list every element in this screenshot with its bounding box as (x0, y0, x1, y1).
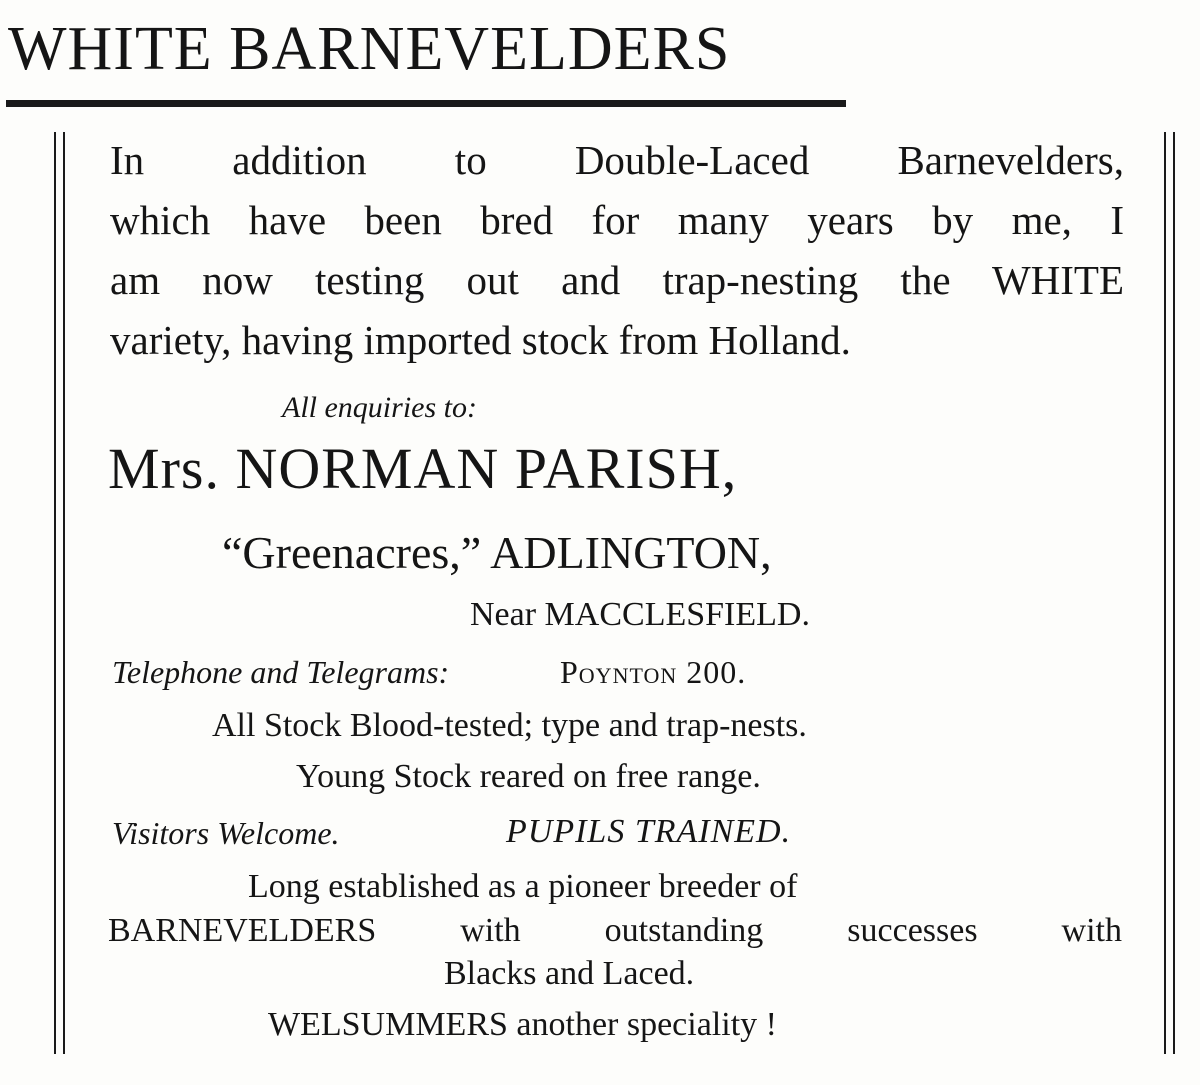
page-title: WHITE BARNEVELDERS (8, 15, 731, 83)
left-border-rule (54, 132, 56, 1054)
contact-name: Mrs. NORMAN PARISH, (108, 436, 738, 501)
address-line: “Greenacres,” ADLINGTON, (222, 527, 772, 578)
near-line: Near MACCLESFIELD. (470, 596, 810, 633)
pupils-trained: PUPILS TRAINED. (506, 813, 792, 850)
telephone-label: Telephone and Telegrams: (112, 654, 450, 690)
closing-line-4: WELSUMMERS another speciality ! (268, 1006, 777, 1043)
intro-line-4: variety, having imported stock from Holland. (110, 317, 851, 363)
intro-line-2: which have been bred for many years by me, I (110, 197, 1124, 243)
intro-line-1: In addition to Double-Laced Barnevelders, (110, 137, 1124, 183)
intro-line-3: am now testing out and trap-nesting the WHITE (110, 257, 1124, 303)
closing-line-3: Blacks and Laced. (444, 955, 695, 992)
blood-tested-line: All Stock Blood-tested; type and trap-nests. (212, 707, 807, 744)
right-border-rule-inner (1164, 132, 1166, 1054)
right-border-rule (1173, 132, 1175, 1054)
free-range-line: Young Stock reared on free range. (296, 758, 761, 795)
enquiries-label: All enquiries to: (282, 391, 477, 424)
telephone-value: Poynton 200. (560, 654, 747, 690)
closing-line-1: Long established as a pioneer breeder of (248, 868, 798, 905)
title-underline (6, 100, 846, 107)
left-border-rule-inner (63, 132, 65, 1054)
closing-line-2: BARNEVELDERS with outstanding successes with (108, 912, 1122, 949)
visitors-welcome: Visitors Welcome. (112, 815, 340, 851)
